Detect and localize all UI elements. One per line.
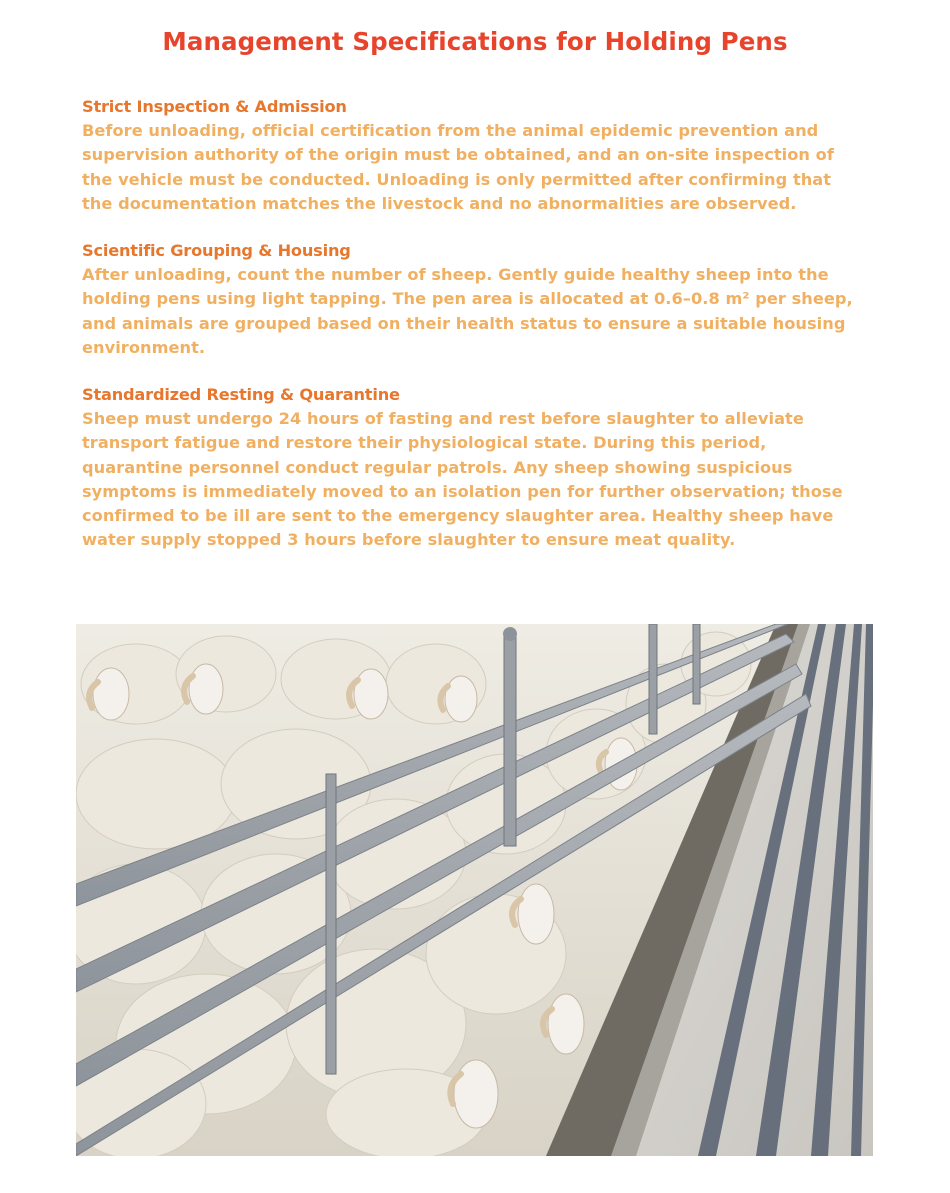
body-line: confirmed to be ill are sent to the emergency slaughter area. Healthy sheep have: [82, 506, 834, 526]
section-inspection-admission: [82, 95, 902, 216]
section-body: [82, 407, 902, 553]
body-line: symptoms is immediately moved to an isolation pen for further observation; those: [82, 481, 843, 501]
section-body: [82, 263, 902, 360]
section-body: [82, 119, 902, 216]
section-grouping-housing: [82, 239, 902, 360]
section-resting-quarantine: [82, 383, 902, 553]
body-line: water supply stopped 3 hours before slaughter to ensure meat quality.: [82, 530, 736, 550]
body-line: quarantine personnel conduct regular patrols. Any sheep showing suspicious: [82, 457, 793, 477]
body-line: the vehicle must be conducted. Unloading is only permitted after confirming that: [82, 169, 832, 189]
body-line: Sheep must undergo 24 hours of fasting and rest before slaughter to alleviate: [82, 409, 804, 428]
section-heading: Standardized Resting & Quarantine: [82, 385, 400, 404]
section-heading: Scientific Grouping & Housing: [82, 241, 351, 260]
section-heading: Strict Inspection & Admission: [82, 97, 347, 116]
sheep-holding-pen-photo: [76, 624, 873, 1156]
body-line: supervision authority of the origin must be obtained, and an on-site inspection of: [82, 145, 834, 165]
body-line: environment.: [82, 337, 206, 357]
sheep-photo-illustration: [76, 624, 873, 1156]
body-line: and animals are grouped based on their health status to ensure a suitable housing: [82, 313, 846, 333]
body-line: transport fatigue and restore their physiological state. During this period,: [82, 433, 767, 453]
body-line: holding pens using light tapping. The pen area is allocated at 0.6–0.8 m² per sheep,: [82, 289, 853, 309]
page-title: Management Specifications for Holding Pens: [162, 27, 788, 56]
body-line: After unloading, count the number of sheep. Gently guide healthy sheep into the: [82, 265, 829, 284]
body-line: Before unloading, official certification from the animal epidemic prevention and: [82, 121, 819, 140]
body-line: the documentation matches the livestock and no abnormalities are observed.: [82, 193, 797, 213]
